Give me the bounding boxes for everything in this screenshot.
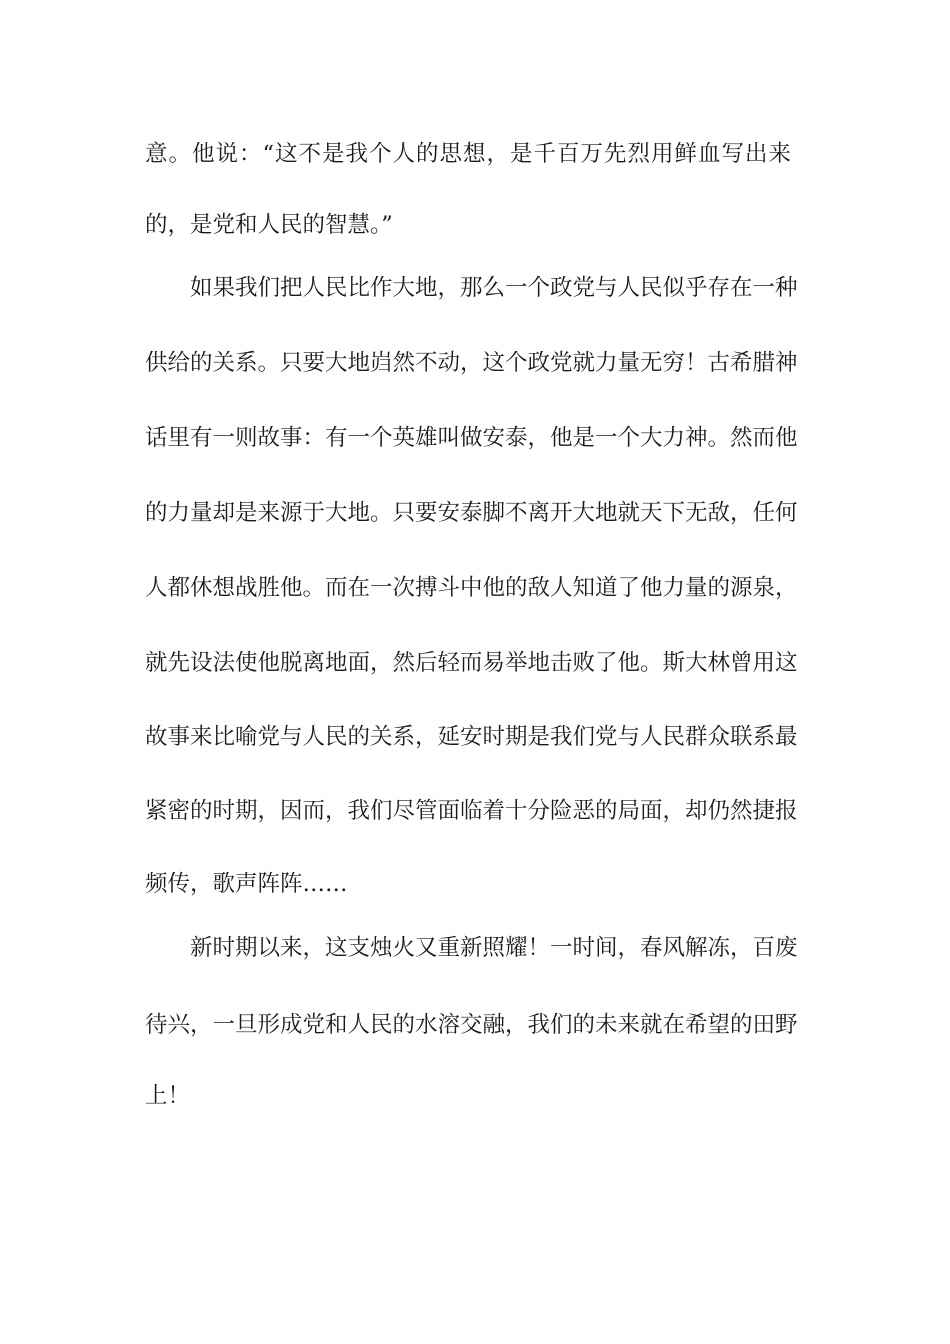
text-line: 故事来比喻党与人民的关系，延安时期是我们党与人民群众联系最 bbox=[145, 724, 798, 750]
text-line: 的，是党和人民的智慧。” bbox=[145, 212, 393, 238]
text-line: 的力量却是来源于大地。只要安泰脚不离开大地就天下无敌，任何 bbox=[145, 500, 798, 526]
text-line: 话里有一则故事：有一个英雄叫做安泰，他是一个大力神。然而他 bbox=[145, 425, 798, 451]
text-line: 待兴，一旦形成党和人民的水溶交融，我们的未来就在希望的田野 bbox=[145, 1012, 798, 1038]
paragraph-first-line: 如果我们把人民比作大地，那么一个政党与人民似乎存在一种 bbox=[190, 275, 798, 301]
text-line: 供给的关系。只要大地岿然不动，这个政党就力量无穷！古希腊神 bbox=[145, 350, 798, 376]
text-line: 上！ bbox=[145, 1083, 191, 1109]
text-line: 就先设法使他脱离地面，然后轻而易举地击败了他。斯大林曾用这 bbox=[145, 650, 798, 676]
text-line: 人都休想战胜他。而在一次搏斗中他的敌人知道了他力量的源泉， bbox=[145, 575, 798, 601]
text-line: 紧密的时期，因而，我们尽管面临着十分险恶的局面，却仍然捷报 bbox=[145, 798, 798, 824]
text-line: 意。他说：“这不是我个人的思想，是千百万先烈用鲜血写出来 bbox=[145, 141, 791, 167]
text-line: 频传，歌声阵阵…… bbox=[145, 871, 348, 897]
paragraph-first-line: 新时期以来，这支烛火又重新照耀！一时间，春风解冻，百废 bbox=[190, 935, 798, 961]
